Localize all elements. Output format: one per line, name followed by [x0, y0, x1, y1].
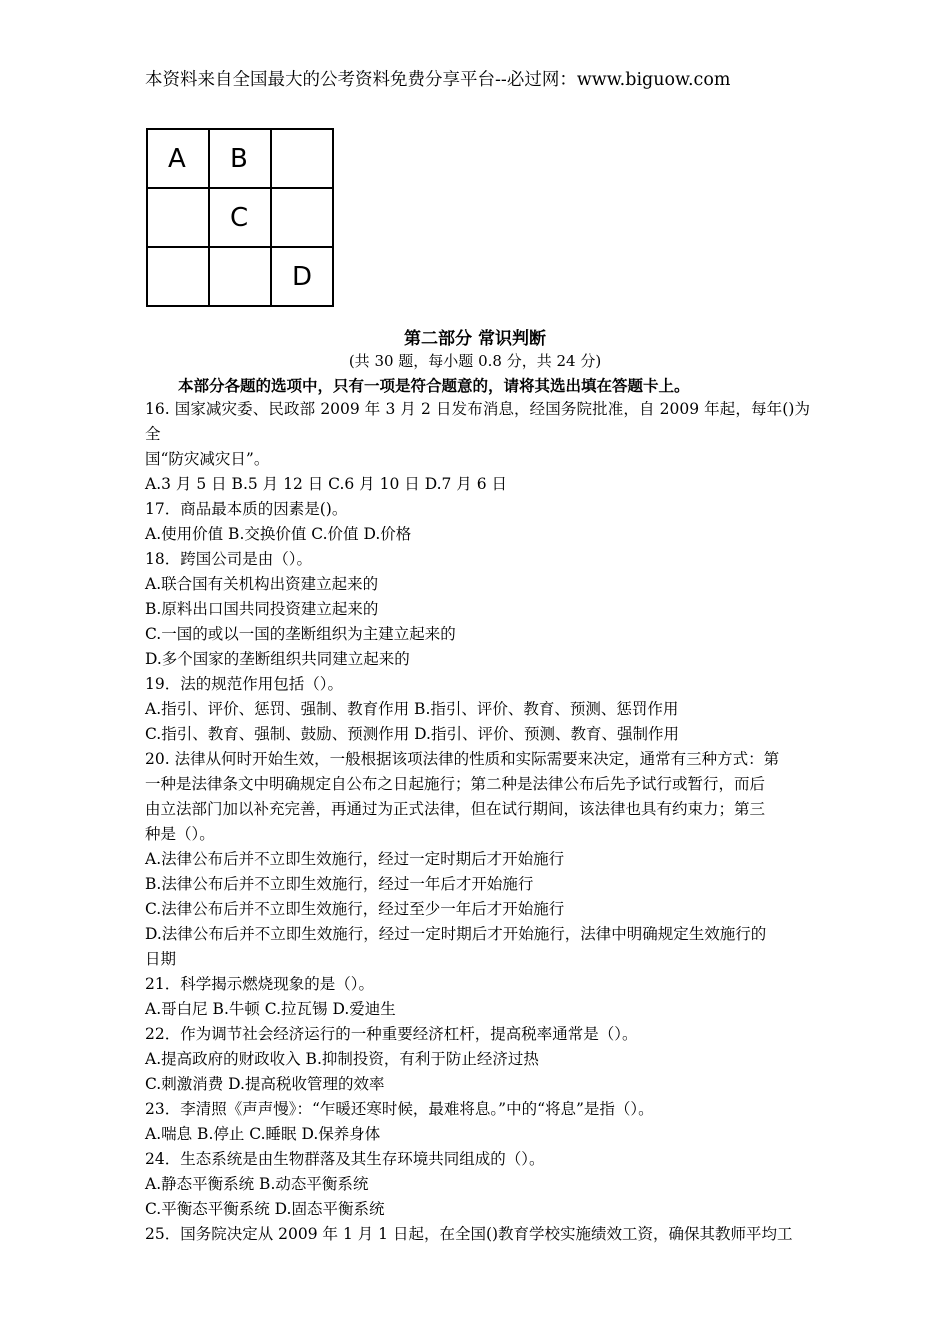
- grid-row: [147, 188, 333, 247]
- grid-cell: A: [147, 129, 209, 188]
- section-title: 第二部分 常识判断: [404, 329, 546, 349]
- text-line: B.原料出口国共同投资建立起来的: [145, 600, 379, 618]
- text-line: 21．科学揭示燃烧现象的是（）。: [145, 975, 374, 993]
- grid-row: [147, 247, 333, 306]
- section-instruction: 本部分各题的选项中，只有一项是符合题意的，请将其选出填在答题卡上。: [178, 376, 690, 395]
- text-line: A.3 月 5 日 B.5 月 12 日 C.6 月 10 日 D.7 月 6 日: [145, 475, 507, 493]
- text-line: C.刺激消费 D.提高税收管理的效率: [145, 1075, 385, 1093]
- text-line: 23．李清照《声声慢》：“乍暖还寒时候，最难将息。”中的“将息”是指（）。: [145, 1100, 654, 1118]
- text-line: A.静态平衡系统 B.动态平衡系统: [145, 1175, 369, 1193]
- text-line: 由立法部门加以补充完善，再通过为正式法律，但在试行期间，该法律也具有约束力；第三: [145, 800, 766, 818]
- text-line: 24．生态系统是由生物群落及其生存环境共同组成的（）。: [145, 1150, 545, 1168]
- text-line: A.提高政府的财政收入 B.抑制投资，有利于防止经济过热: [145, 1050, 539, 1068]
- grid-cell: [271, 188, 333, 247]
- grid-cell: [147, 247, 209, 306]
- text-line: A.哥白尼 B.牛顿 C.拉瓦锡 D.爱迪生: [145, 1000, 396, 1018]
- text-line: D.法律公布后并不立即生效施行，经过一定时期后才开始施行，法律中明确规定生效施行的: [145, 925, 767, 943]
- text-line: 一种是法律条文中明确规定自公布之日起施行；第二种是法律公布后先予试行或暂行，而后: [145, 775, 766, 793]
- text-line: C.平衡态平衡系统 D.固态平衡系统: [145, 1200, 385, 1218]
- grid-cell: C: [209, 188, 271, 247]
- text-line: A.使用价值 B.交换价值 C.价值 D.价格: [145, 525, 412, 543]
- section-subtitle: (共 30 题，每小题 0.8 分，共 24 分): [348, 352, 602, 370]
- text-line: 18．跨国公司是由（）。: [145, 550, 312, 568]
- text-line: 16. 国家减灾委、民政部 2009 年 3 月 2 日发布消息，经国务院批准，自 2009 年起，每年()为全: [145, 400, 810, 443]
- grid-row: [147, 129, 333, 188]
- text-line: C.一国的或以一国的垄断组织为主建立起来的: [145, 625, 456, 643]
- grid-cell: [271, 129, 333, 188]
- text-line: A.法律公布后并不立即生效施行，经过一定时期后才开始施行: [145, 850, 565, 868]
- text-line: A.联合国有关机构出资建立起来的: [145, 575, 379, 593]
- question-list: [145, 397, 810, 1247]
- text-line: C.指引、教育、强制、鼓励、预测作用 D.指引、评价、预测、教育、强制作用: [145, 725, 679, 743]
- text-line: 20. 法律从何时开始生效，一般根据该项法律的性质和实际需要来决定，通常有三种方式：第: [145, 750, 780, 768]
- text-line: 国“防灾减灾日”。: [145, 450, 270, 468]
- text-line: 种是（）。: [145, 825, 215, 843]
- text-line: 日期: [145, 950, 177, 968]
- text-line: A.喘息 B.停止 C.睡眠 D.保养身体: [145, 1125, 381, 1143]
- text-line: D.多个国家的垄断组织共同建立起来的: [145, 650, 410, 668]
- text-line: 19．法的规范作用包括（）。: [145, 675, 343, 693]
- page-header: 本资料来自全国最大的公考资料免费分享平台--必过网：www.biguow.com: [145, 70, 731, 90]
- text-line: 17．商品最本质的因素是()。: [145, 500, 348, 518]
- grid-cell: D: [271, 247, 333, 306]
- grid-cell: B: [209, 129, 271, 188]
- grid-cell: [147, 188, 209, 247]
- text-line: 22．作为调节社会经济运行的一种重要经济杠杆，提高税率通常是（）。: [145, 1025, 638, 1043]
- grid-cell: [209, 247, 271, 306]
- text-line: C.法律公布后并不立即生效施行，经过至少一年后才开始施行: [145, 900, 565, 918]
- letter-grid-figure: [146, 128, 334, 307]
- text-line: B.法律公布后并不立即生效施行，经过一年后才开始施行: [145, 875, 534, 893]
- text-line: 25．国务院决定从 2009 年 1 月 1 日起，在全国()教育学校实施绩效工资，确保其教师平均工: [145, 1225, 793, 1243]
- text-line: A.指引、评价、惩罚、强制、教育作用 B.指引、评价、教育、预测、惩罚作用: [145, 700, 679, 718]
